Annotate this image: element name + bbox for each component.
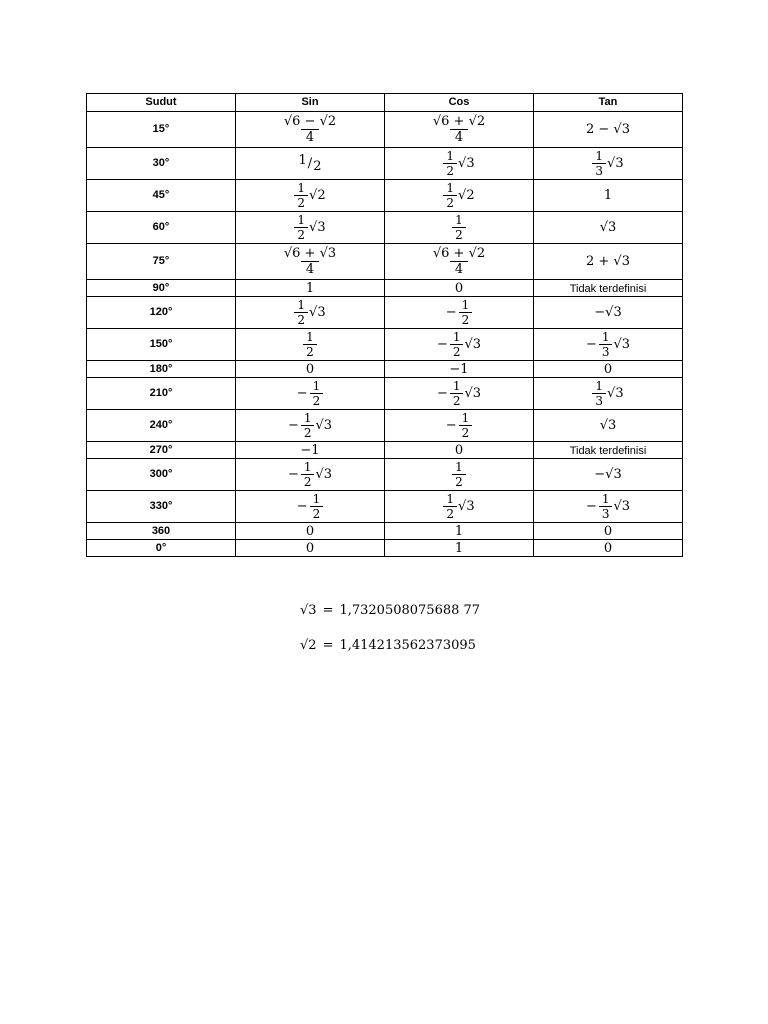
tan-cell (534, 459, 683, 491)
sin-cell (236, 112, 385, 148)
sin-fraction (310, 380, 324, 407)
angle-cell: 270° (87, 442, 236, 459)
table-row (87, 297, 683, 329)
cos-value (437, 331, 481, 358)
radical: √3 (613, 499, 631, 514)
minus-sign: − (287, 467, 299, 482)
radical: √3 (309, 220, 326, 235)
tan-cell (534, 212, 683, 244)
sin-text: −1 (300, 442, 320, 458)
cos-cell (385, 361, 534, 378)
cos-value (428, 115, 490, 144)
cos-value (437, 380, 481, 407)
cos-text: 0 (454, 442, 464, 458)
denominator: 2 (450, 393, 464, 407)
radical: √3 (315, 418, 333, 433)
table-row (87, 540, 683, 557)
numerator: 1 (297, 213, 306, 227)
numerator: 1 (303, 460, 312, 474)
cos-value (449, 363, 468, 376)
tan-fraction (592, 150, 606, 177)
sin-value (294, 299, 325, 326)
cos-fraction (452, 214, 466, 241)
cos-cell (385, 280, 534, 297)
angle-cell: 240° (87, 410, 236, 442)
numerator: 1 (446, 149, 455, 163)
sin-fraction (294, 299, 308, 326)
angle-cell: 330° (87, 491, 236, 523)
sin-fraction (279, 247, 341, 276)
tan-text: 0 (603, 361, 613, 377)
sin-text: 0 (305, 361, 315, 377)
denominator: 2 (310, 506, 324, 520)
sin-value (297, 380, 324, 407)
tan-cell (534, 523, 683, 540)
numerator: 1 (303, 411, 312, 425)
tan-value (570, 284, 647, 295)
radical: √3 (464, 337, 482, 352)
cos-cell (385, 540, 534, 557)
denominator: 3 (599, 344, 613, 358)
cos-value (455, 444, 463, 457)
numerator: 1 (297, 181, 306, 195)
numerator: 1 (595, 149, 604, 163)
sin-cell (236, 329, 385, 361)
tan-value (604, 189, 612, 202)
sin-fraction (303, 331, 317, 358)
radical: √3 (309, 305, 326, 320)
numerator: 1 (461, 411, 470, 425)
header-tan: Tan (534, 94, 683, 112)
tan-value (600, 221, 617, 234)
sin-text: 0 (305, 540, 315, 556)
radical: √2 (309, 188, 326, 203)
cos-cell (385, 442, 534, 459)
denominator: 4 (301, 261, 319, 276)
angle-cell: 60° (87, 212, 236, 244)
minus-sign: − (296, 499, 308, 514)
denominator: 4 (301, 129, 319, 144)
tan-text: Tidak terdefinisi (569, 444, 647, 457)
tan-cell (534, 378, 683, 410)
cos-text: −1 (449, 361, 469, 377)
numerator: 1 (595, 379, 604, 393)
sqrt3-symbol: √3 (300, 603, 317, 618)
tan-value (594, 306, 621, 319)
header-sudut: Sudut (87, 94, 236, 112)
tan-cell (534, 361, 683, 378)
denominator: 2 (294, 195, 308, 209)
tan-value (592, 380, 623, 407)
numerator: √6 + √2 (432, 114, 486, 129)
tan-cell (534, 329, 683, 361)
denominator: 2 (452, 227, 466, 241)
cos-value (455, 525, 463, 538)
minus-sign: − (585, 337, 597, 352)
sin-cell (236, 297, 385, 329)
sqrt2-constant-line (300, 638, 476, 653)
sin-cell (236, 244, 385, 280)
tan-value (604, 363, 612, 376)
sin-value (288, 461, 332, 488)
tan-cell (534, 180, 683, 212)
sin-cell (236, 540, 385, 557)
cos-value (443, 493, 474, 520)
minus-sign: − (436, 386, 448, 401)
cos-fraction (428, 115, 490, 144)
sin-value (306, 525, 314, 538)
numerator: 1 (312, 379, 321, 393)
numerator: √6 − √2 (283, 114, 337, 129)
tan-cell (534, 442, 683, 459)
fraction-slash: / (307, 156, 313, 171)
tan-value (600, 419, 617, 432)
numerator: 1 (312, 492, 321, 506)
tan-value (586, 493, 630, 520)
cos-cell (385, 378, 534, 410)
angle-cell: 180° (87, 361, 236, 378)
denominator: 4 (450, 261, 468, 276)
numerator: √6 + √2 (432, 246, 486, 261)
cos-cell (385, 212, 534, 244)
tan-value (586, 123, 630, 136)
numerator: 1 (306, 330, 314, 344)
tan-text: Tidak terdefinisi (569, 282, 647, 295)
sin-cell (236, 280, 385, 297)
tan-fraction (592, 380, 606, 407)
tan-text: 2 − √3 (586, 122, 630, 137)
tan-text: −√3 (594, 305, 622, 320)
cos-text: 1 (454, 540, 464, 556)
tan-text: −√3 (594, 467, 622, 482)
cos-fraction (450, 331, 464, 358)
radical: √3 (607, 156, 624, 171)
denominator: 2 (443, 163, 457, 177)
table-header (87, 94, 683, 112)
denominator: 2 (294, 312, 308, 326)
table-row (87, 410, 683, 442)
table-row (87, 442, 683, 459)
tan-cell (534, 540, 683, 557)
tan-text: 2 + √3 (586, 254, 630, 269)
numerator: 1 (455, 460, 463, 474)
tan-fraction (599, 493, 613, 520)
cos-cell (385, 148, 534, 180)
tan-cell (534, 491, 683, 523)
denominator: 2 (301, 425, 315, 439)
sin-text: 0 (305, 523, 315, 539)
radical: √3 (613, 337, 631, 352)
tan-value (594, 468, 621, 481)
angle-cell: 120° (87, 297, 236, 329)
sin-fraction (279, 115, 341, 144)
sin-cell (236, 523, 385, 540)
cos-value (443, 150, 474, 177)
cos-value (455, 282, 463, 295)
denominator: 2 (443, 195, 457, 209)
tan-text: 0 (603, 523, 613, 539)
cos-cell (385, 410, 534, 442)
numerator: √6 + √3 (283, 246, 337, 261)
table-row (87, 180, 683, 212)
angle-cell: 0° (87, 540, 236, 557)
trig-values-table (86, 93, 683, 557)
minus-sign: − (445, 418, 457, 433)
tan-value (586, 255, 630, 268)
cos-cell (385, 244, 534, 280)
tan-value (604, 525, 612, 538)
sin-value (303, 331, 317, 358)
tan-text: 0 (603, 540, 613, 556)
sin-cell (236, 459, 385, 491)
cos-cell (385, 329, 534, 361)
cos-cell (385, 523, 534, 540)
table-body (87, 112, 683, 557)
cos-fraction (452, 461, 466, 488)
cos-text: 0 (454, 280, 464, 296)
sin-fraction (310, 493, 324, 520)
cos-value (428, 247, 490, 276)
tan-text: √3 (599, 220, 617, 235)
sin-cell (236, 148, 385, 180)
denominator: 2 (443, 506, 457, 520)
header-cos: Cos (385, 94, 534, 112)
table-row (87, 491, 683, 523)
tan-text: √3 (599, 418, 617, 433)
cos-fraction (450, 380, 464, 407)
tan-cell (534, 244, 683, 280)
tan-value (592, 150, 623, 177)
sin-cell (236, 378, 385, 410)
sqrt3-value: 1,7320508075688 77 (339, 603, 481, 618)
tan-cell (534, 280, 683, 297)
cos-fraction (443, 150, 457, 177)
denominator: 2 (459, 425, 473, 439)
sin-cell (236, 180, 385, 212)
numerator: 1 (455, 213, 463, 227)
tan-fraction (599, 331, 613, 358)
cos-cell (385, 459, 534, 491)
table-row (87, 244, 683, 280)
cos-cell (385, 112, 534, 148)
sin-value (294, 182, 325, 209)
denominator: 2 (450, 344, 464, 358)
table-row (87, 361, 683, 378)
angle-cell: 90° (87, 280, 236, 297)
denominator: 2 (301, 474, 315, 488)
cos-text: 1 (454, 523, 464, 539)
cos-cell (385, 297, 534, 329)
angle-cell: 75° (87, 244, 236, 280)
sin-fraction (301, 412, 315, 439)
denominator: 3 (599, 506, 613, 520)
denominator: 3 (592, 393, 606, 407)
denominator: 2 (452, 474, 466, 488)
cos-fraction (459, 299, 473, 326)
radical: √3 (458, 499, 475, 514)
denominator: 2 (303, 344, 317, 358)
cos-value (455, 542, 463, 555)
sin-text: 1 (305, 280, 315, 296)
sin-value (279, 247, 341, 276)
sqrt3-equals: = (322, 603, 334, 618)
tan-cell (534, 297, 683, 329)
header-sin: Sin (236, 94, 385, 112)
numerator: 1 (461, 298, 470, 312)
denominator: 2 (294, 227, 308, 241)
cos-value (446, 412, 473, 439)
denominator: 2 (310, 393, 324, 407)
table-row (87, 148, 683, 180)
sin-value (306, 363, 314, 376)
tan-value (604, 542, 612, 555)
sqrt3-constant-line (300, 603, 480, 618)
sin-cell (236, 442, 385, 459)
angle-cell: 15° (87, 112, 236, 148)
sin-slash-fraction (298, 153, 322, 174)
sin-cell (236, 361, 385, 378)
angle-cell: 300° (87, 459, 236, 491)
table-row (87, 112, 683, 148)
cos-fraction (443, 493, 457, 520)
sin-value (306, 542, 314, 555)
radical: √3 (607, 386, 624, 401)
sqrt2-equals: = (322, 638, 334, 653)
minus-sign: − (436, 337, 448, 352)
denominator: 2 (313, 159, 322, 174)
header-row (87, 94, 683, 112)
numerator: 1 (298, 153, 307, 168)
radical: √3 (464, 386, 482, 401)
table-row (87, 378, 683, 410)
angle-cell: 30° (87, 148, 236, 180)
cos-value (452, 461, 466, 488)
cos-value (452, 214, 466, 241)
table-row (87, 212, 683, 244)
table-row (87, 280, 683, 297)
numerator: 1 (446, 492, 455, 506)
sin-value (300, 444, 319, 457)
sin-fraction (294, 182, 308, 209)
minus-sign: − (287, 418, 299, 433)
sqrt2-symbol: √2 (300, 638, 317, 653)
minus-sign: − (445, 305, 457, 320)
cos-value (443, 182, 474, 209)
cos-fraction (428, 247, 490, 276)
tan-cell (534, 112, 683, 148)
sin-cell (236, 212, 385, 244)
angle-cell: 210° (87, 378, 236, 410)
table-row (87, 459, 683, 491)
sin-fraction (294, 214, 308, 241)
sin-cell (236, 491, 385, 523)
tan-cell (534, 148, 683, 180)
angle-cell: 150° (87, 329, 236, 361)
sin-cell (236, 410, 385, 442)
tan-cell (534, 410, 683, 442)
cos-cell (385, 180, 534, 212)
table-row (87, 523, 683, 540)
denominator: 4 (450, 129, 468, 144)
sin-value (294, 214, 325, 241)
minus-sign: − (585, 499, 597, 514)
denominator: 3 (592, 163, 606, 177)
sin-value (288, 412, 332, 439)
sin-fraction (301, 461, 315, 488)
table-row (87, 329, 683, 361)
angle-cell: 45° (87, 180, 236, 212)
cos-cell (385, 491, 534, 523)
numerator: 1 (446, 181, 455, 195)
sin-value (297, 493, 324, 520)
numerator: 1 (452, 379, 461, 393)
cos-value (446, 299, 473, 326)
tan-text: 1 (603, 188, 613, 203)
numerator: 1 (601, 330, 610, 344)
radical: √2 (458, 188, 475, 203)
denominator: 2 (459, 312, 473, 326)
tan-value (586, 331, 630, 358)
cos-fraction (459, 412, 473, 439)
numerator: 1 (452, 330, 461, 344)
cos-fraction (443, 182, 457, 209)
sin-value (279, 115, 341, 144)
tan-value (570, 446, 647, 457)
radical: √3 (315, 467, 333, 482)
minus-sign: − (296, 386, 308, 401)
numerator: 1 (297, 298, 306, 312)
sqrt2-value: 1,414213562373095 (339, 638, 476, 653)
sin-value (306, 282, 314, 295)
angle-cell: 360 (87, 523, 236, 540)
numerator: 1 (601, 492, 610, 506)
radical: √3 (458, 156, 475, 171)
sin-value (298, 153, 322, 174)
